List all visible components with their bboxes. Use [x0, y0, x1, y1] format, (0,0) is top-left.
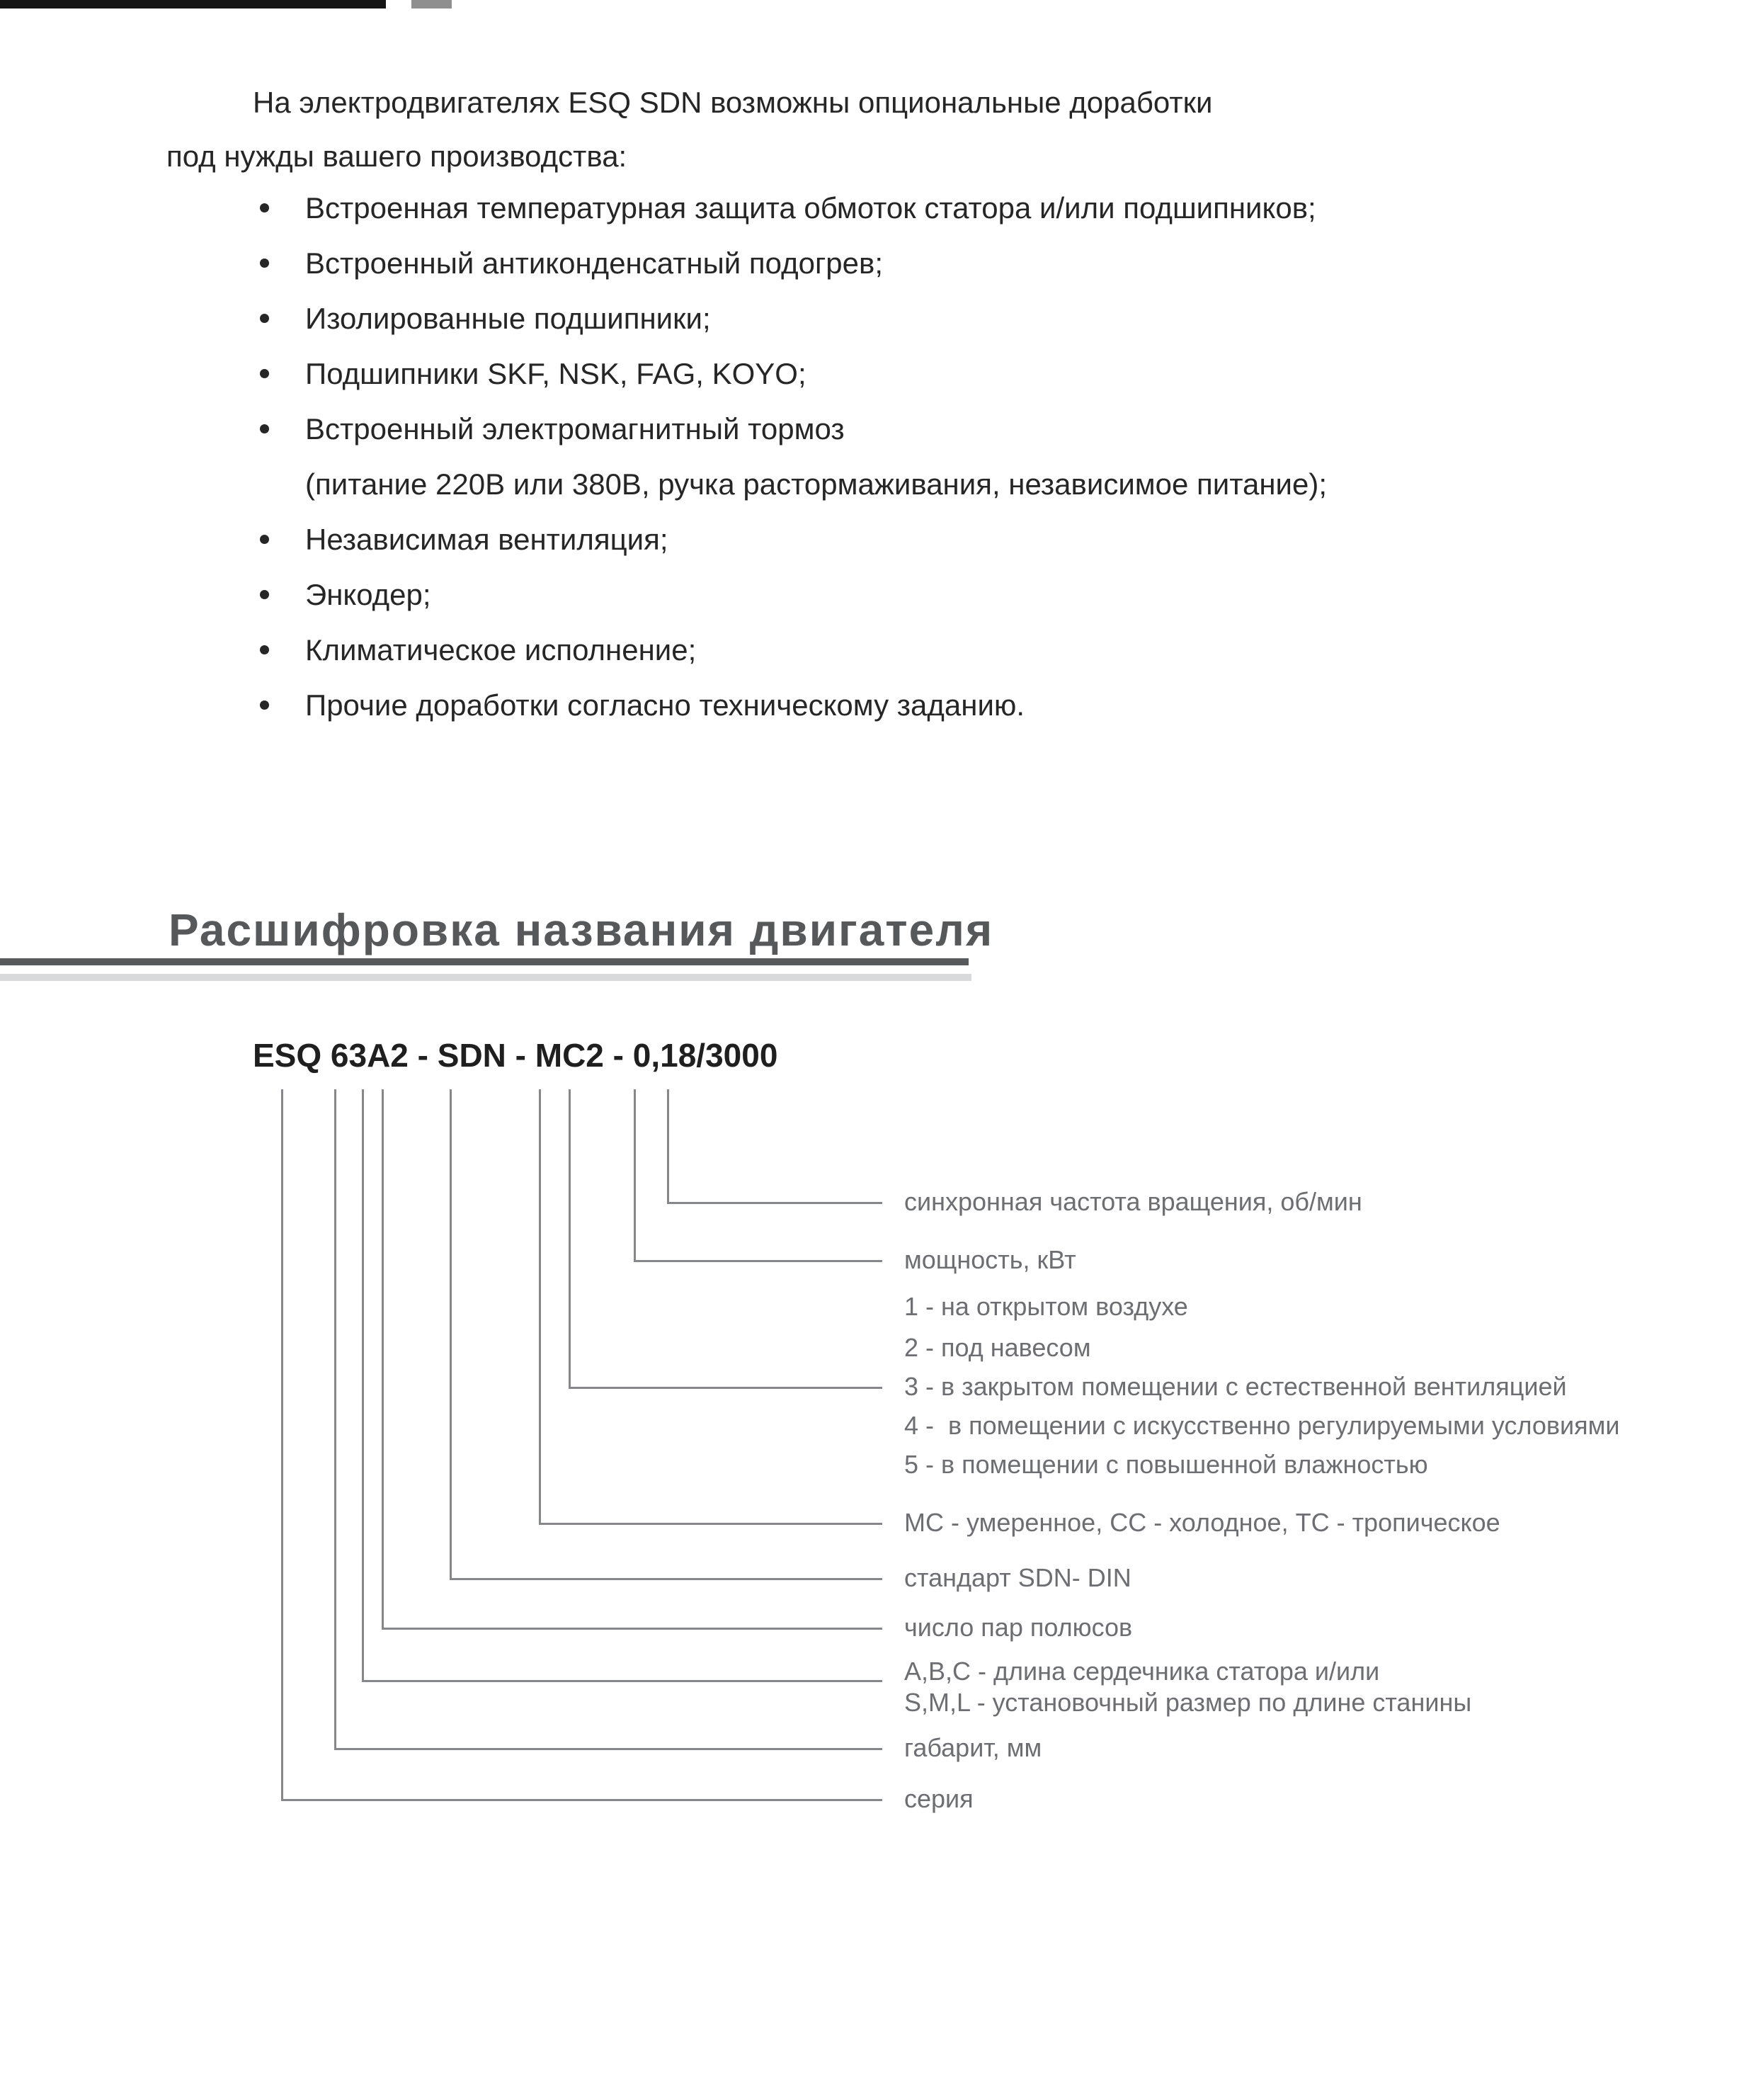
list-item-text: Подшипники SKF, NSK, FAG, KOYO; [305, 357, 806, 390]
callout-label [904, 1371, 1567, 1402]
list-item [258, 678, 1025, 733]
callout-label-line: 5 - в помещении с повышенной влажностью [904, 1450, 1428, 1479]
list-item [258, 623, 696, 678]
callout-horizontal-line [569, 1387, 882, 1389]
callout-vertical-line [281, 1089, 283, 1801]
callout-horizontal-line [450, 1578, 882, 1580]
callout-horizontal-line [667, 1202, 882, 1204]
bullet-icon [260, 700, 269, 710]
callout-label [904, 1783, 974, 1815]
bullet-icon [260, 645, 269, 654]
bullet-icon [260, 590, 269, 599]
callout-label-line: стандарт SDN- DIN [904, 1563, 1131, 1592]
list-item [258, 512, 668, 567]
list-item-text: Встроенный антиконденсатный подогрев; [305, 246, 883, 280]
list-item-text: Независимая вентиляция; [305, 523, 668, 556]
callout-label [904, 1732, 1042, 1764]
bullet-icon [260, 314, 269, 323]
callout-vertical-line [634, 1089, 636, 1262]
section-rule-light [0, 974, 971, 981]
callout-label [904, 1612, 1132, 1643]
callout-horizontal-line [362, 1680, 882, 1682]
callout-label [904, 1244, 1076, 1276]
callout-label [904, 1332, 1091, 1363]
callout-label [904, 1562, 1131, 1594]
callout-label-line: синхронная частота вращения, об/мин [904, 1187, 1362, 1216]
section-rule-dark [0, 958, 969, 965]
callout-horizontal-line [539, 1523, 882, 1525]
top-header-band-segment [411, 0, 452, 8]
callout-vertical-line [539, 1089, 541, 1525]
callout-label-line: 4 - в помещении с искусственно регулируемыми условиями [904, 1411, 1620, 1440]
list-item [258, 291, 711, 346]
intro-line-2: под нужды вашего производства: [166, 140, 627, 173]
list-item [258, 402, 845, 457]
callout-label-line: 1 - на открытом воздухе [904, 1292, 1188, 1321]
callout-label-line: габарит, мм [904, 1733, 1042, 1762]
list-item [258, 567, 431, 623]
callout-horizontal-line [281, 1799, 882, 1801]
list-item [258, 346, 806, 402]
list-item-text: Прочие доработки согласно техническому заданию. [305, 688, 1025, 722]
callout-label [904, 1656, 1471, 1718]
bullet-icon [260, 259, 269, 268]
callout-vertical-line [334, 1089, 336, 1750]
callout-horizontal-line [634, 1260, 882, 1262]
top-header-band [0, 0, 386, 8]
list-item [258, 181, 1316, 236]
callout-label [904, 1507, 1500, 1538]
callout-vertical-line [569, 1089, 571, 1389]
list-item-text: (питание 220В или 380В, ручка растормаживания, независимое питание); [305, 467, 1328, 501]
callout-label-line: мощность, кВт [904, 1245, 1076, 1274]
list-item-text: Энкодер; [305, 578, 431, 611]
list-item-text: Климатическое исполнение; [305, 633, 697, 666]
callout-horizontal-line [382, 1628, 882, 1630]
callout-label-line: А,B,C - длина сердечника статора и/или [904, 1657, 1380, 1686]
intro-line-1: На электродвигателях ESQ SDN возможны опциональные доработки [253, 86, 1213, 119]
callout-label-line: S,M,L - установочный размер по длине станины [904, 1688, 1472, 1717]
list-item-text: Встроенный электромагнитный тормоз [305, 412, 845, 445]
list-item-text: Изолированные подшипники; [305, 302, 711, 335]
callout-label-line: 2 - под навесом [904, 1333, 1091, 1362]
callout-label-line: 3 - в закрытом помещении с естественной вентиляцией [904, 1372, 1567, 1401]
callout-label [904, 1410, 1619, 1441]
callout-label-line: серия [904, 1784, 974, 1813]
callout-horizontal-line [334, 1748, 882, 1750]
callout-label-line: МС - умеренное, СС - холодное, ТС - тропическое [904, 1508, 1500, 1537]
callout-label [904, 1449, 1428, 1480]
callout-label-line: число пар полюсов [904, 1613, 1133, 1642]
motor-code: ESQ 63A2 - SDN - MC2 - 0,18/3000 [253, 1037, 778, 1074]
list-item-text: Встроенная температурная защита обмоток статора и/или подшипников; [305, 191, 1316, 225]
callout-vertical-line [382, 1089, 384, 1630]
bullet-icon [260, 203, 269, 212]
list-item [258, 236, 883, 291]
callout-vertical-line [667, 1089, 669, 1204]
section-title: Расшифровка названия двигателя [169, 904, 994, 955]
bullet-icon [260, 424, 269, 433]
callout-label [904, 1186, 1362, 1218]
list-item-continuation [258, 457, 1327, 512]
callout-vertical-line [362, 1089, 364, 1682]
callout-vertical-line [450, 1089, 452, 1580]
callout-label [904, 1291, 1188, 1322]
bullet-icon [260, 369, 269, 378]
bullet-icon [260, 535, 269, 544]
